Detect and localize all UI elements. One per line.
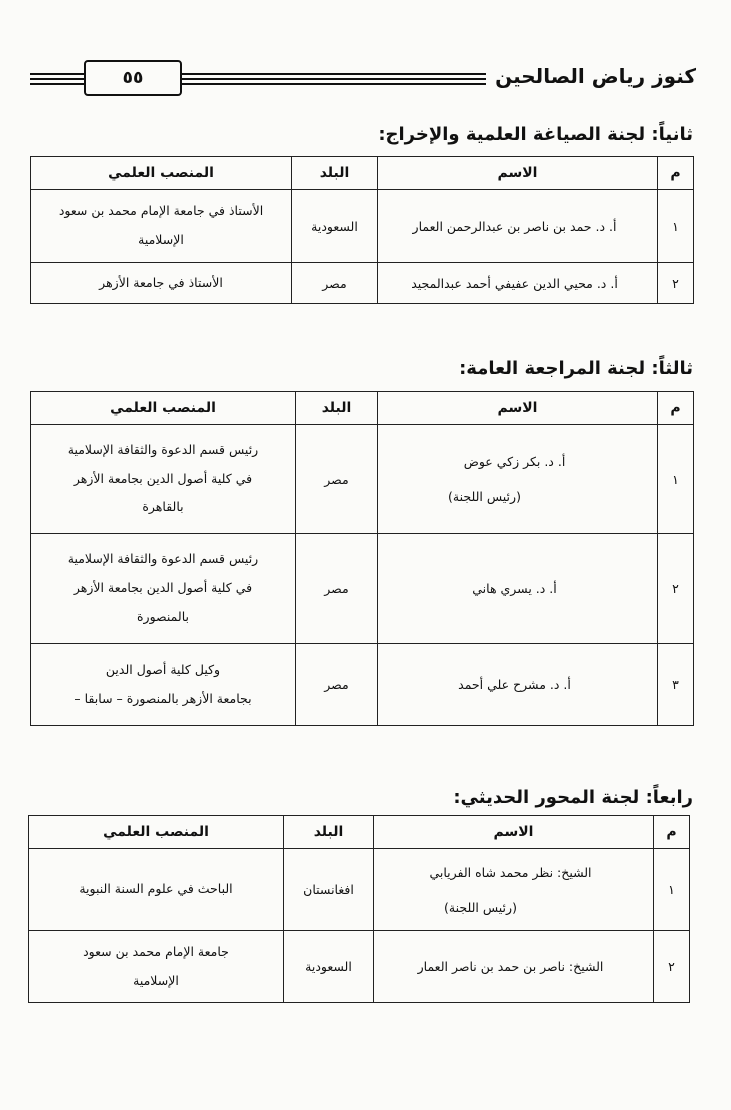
committee-table <box>30 391 694 726</box>
col-name: الاسم <box>378 157 658 190</box>
member-country: السعودية <box>292 190 378 263</box>
col-position: المنصب العلمي <box>31 157 292 190</box>
member-name: الشيخ: نظر محمد شاه الفريابي (رئيس اللجنة) <box>374 849 654 931</box>
row-number: ٢ <box>658 534 694 644</box>
book-title: كنوز رياض الصالحين <box>495 64 696 88</box>
member-position: الأستاذ في جامعة الإمام محمد بن سعود الإسلامية <box>31 190 292 263</box>
col-position: المنصب العلمي <box>31 392 296 425</box>
member-position: الباحث في علوم السنة النبوية <box>29 849 284 931</box>
table-header-row <box>31 157 694 190</box>
col-num: م <box>654 816 690 849</box>
member-position: رئيس قسم الدعوة والثقافة الإسلامية في كلية أصول الدين بجامعة الأزهر بالقاهرة <box>31 425 296 534</box>
row-number: ٣ <box>658 644 694 726</box>
col-name: الاسم <box>378 392 658 425</box>
table-header-row <box>31 392 694 425</box>
table-row <box>31 644 694 726</box>
member-country: افغانستان <box>284 849 374 931</box>
col-country: البلد <box>292 157 378 190</box>
row-number: ١ <box>658 190 694 263</box>
section-title: رابعاً: لجنة المحور الحديثي: <box>453 787 693 808</box>
member-name: أ. د. مشرح علي أحمد <box>378 644 658 726</box>
member-name: أ. د. بكر زكي عوض (رئيس اللجنة) <box>378 425 658 534</box>
committee-table <box>30 156 694 304</box>
col-position: المنصب العلمي <box>29 816 284 849</box>
col-name: الاسم <box>374 816 654 849</box>
member-country: مصر <box>292 263 378 304</box>
table-row <box>31 190 694 263</box>
section-title: ثالثاً: لجنة المراجعة العامة: <box>459 358 693 379</box>
row-number: ١ <box>658 425 694 534</box>
col-num: م <box>658 157 694 190</box>
member-name: أ. د. محيي الدين عفيفي أحمد عبدالمجيد <box>378 263 658 304</box>
table-row <box>29 931 690 1003</box>
table-row <box>31 263 694 304</box>
member-country: مصر <box>296 534 378 644</box>
member-position: جامعة الإمام محمد بن سعود الإسلامية <box>29 931 284 1003</box>
section-title: ثانياً: لجنة الصياغة العلمية والإخراج: <box>378 124 693 145</box>
row-number: ٢ <box>658 263 694 304</box>
table-row <box>31 534 694 644</box>
col-country: البلد <box>296 392 378 425</box>
row-number: ١ <box>654 849 690 931</box>
member-position: الأستاذ في جامعة الأزهر <box>31 263 292 304</box>
member-name: أ. د. حمد بن ناصر بن عبدالرحمن العمار <box>378 190 658 263</box>
committee-table <box>28 815 690 1003</box>
member-country: السعودية <box>284 931 374 1003</box>
page-number: ٥٥ <box>84 60 182 96</box>
table-row <box>29 849 690 931</box>
table-row <box>31 425 694 534</box>
member-country: مصر <box>296 425 378 534</box>
member-position: رئيس قسم الدعوة والثقافة الإسلامية في كلية أصول الدين بجامعة الأزهر بالمنصورة <box>31 534 296 644</box>
col-country: البلد <box>284 816 374 849</box>
member-position: وكيل كلية أصول الدين بجامعة الأزهر بالمنصورة – سابقا – <box>31 644 296 726</box>
row-number: ٢ <box>654 931 690 1003</box>
member-country: مصر <box>296 644 378 726</box>
member-name: أ. د. يسري هاني <box>378 534 658 644</box>
col-num: م <box>658 392 694 425</box>
member-name: الشيخ: ناصر بن حمد بن ناصر العمار <box>374 931 654 1003</box>
table-header-row <box>29 816 690 849</box>
page-header <box>30 58 696 98</box>
